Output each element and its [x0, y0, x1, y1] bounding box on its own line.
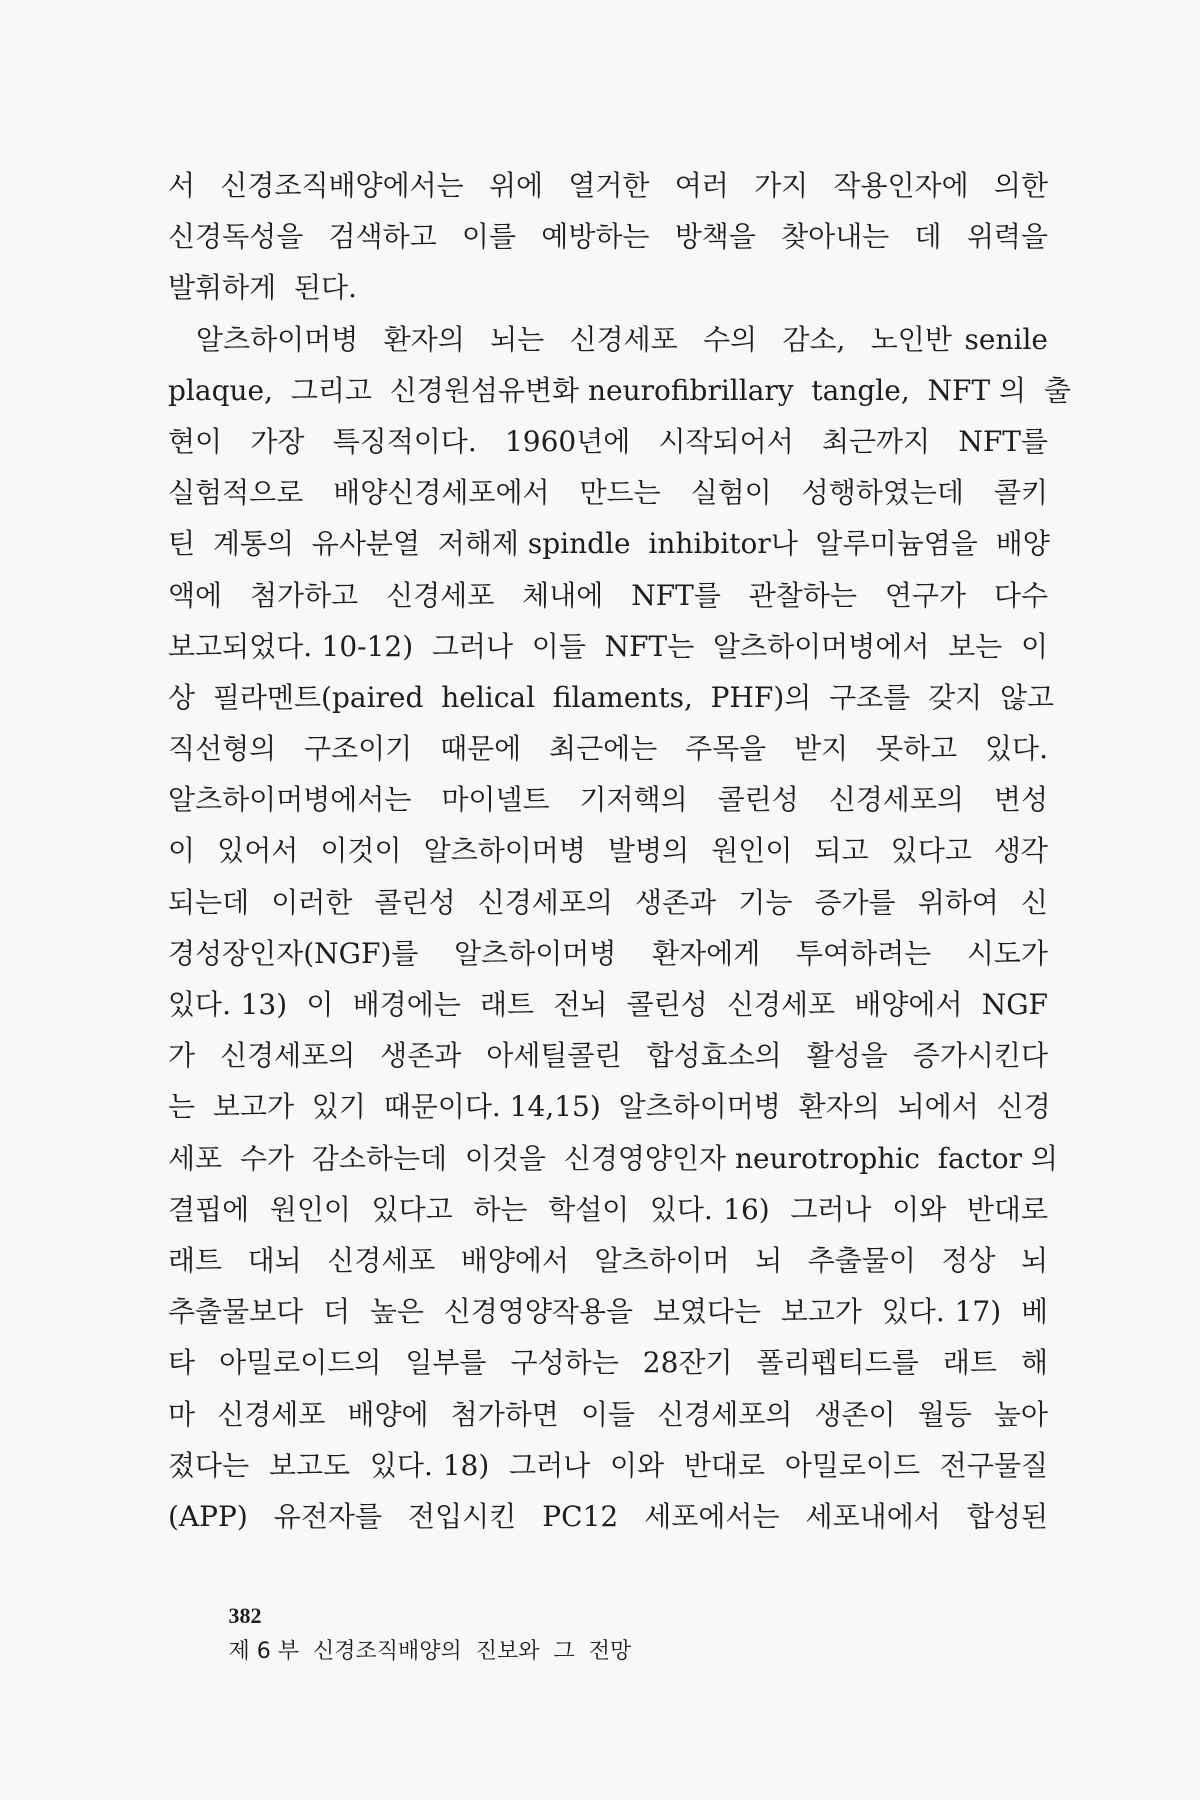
text-line: 틴 계통의 유사분열 저해제 spindle inhibitor나 알루미늄염을 배양 — [168, 527, 1050, 561]
text-line: 추출물보다 더 높은 신경영양작용을 보였다는 보고가 있다. 17) 베 — [168, 1295, 1048, 1329]
text-line: 타 아밀로이드의 일부를 구성하는 28잔기 폴리펩티드를 래트 해 — [168, 1346, 1048, 1380]
text-line: 는 보고가 있기 때문이다. 14,15) 알츠하이머병 환자의 뇌에서 신경 — [168, 1090, 1051, 1124]
text-line: 경성장인자(NGF)를 알츠하이머병 환자에게 투여하려는 시도가 — [168, 936, 1048, 970]
text-line: 실험적으로 배양신경세포에서 만드는 실험이 성행하였는데 콜키 — [168, 476, 1048, 510]
text-line: 액에 첨가하고 신경세포 체내에 NFT를 관찰하는 연구가 다수 — [168, 578, 1048, 612]
text-line: plaque, 그리고 신경원섬유변화 neurofibrillary tangle, NFT 의 출 — [168, 373, 1071, 407]
text-line: 마 신경세포 배양에 첨가하면 이들 신경세포의 생존이 월등 높아 — [168, 1397, 1048, 1431]
text-line: (APP) 유전자를 전입시킨 PC12 세포에서는 세포내에서 합성된 — [168, 1499, 1048, 1533]
text-line: 이 있어서 이것이 알츠하이머병 발병의 원인이 되고 있다고 생각 — [168, 834, 1048, 868]
text-line: 되는데 이러한 콜린성 신경세포의 생존과 기능 증가를 위하여 신 — [168, 885, 1048, 919]
page-number: 382 — [228, 1603, 262, 1628]
text-line: 발휘하게 된다. — [168, 271, 357, 305]
text-line: 현이 가장 특징적이다. 1960년에 시작되어서 최근까지 NFT를 — [168, 424, 1048, 458]
text-line: 보고되었다. 10-12) 그러나 이들 NFT는 알츠하이머병에서 보는 이 — [168, 629, 1048, 663]
text-line: 직선형의 구조이기 때문에 최근에는 주목을 받지 못하고 있다. — [168, 732, 1048, 766]
text-line: 가 신경세포의 생존과 아세틸콜린 합성효소의 활성을 증가시킨다 — [168, 1039, 1048, 1073]
text-line: 래트 대뇌 신경세포 배양에서 알츠하이머 뇌 추출물이 정상 뇌 — [168, 1243, 1048, 1277]
text-line: 졌다는 보고도 있다. 18) 그러나 이와 반대로 아밀로이드 전구물질 — [168, 1448, 1048, 1482]
text-line: 있다. 13) 이 배경에는 래트 전뇌 콜린성 신경세포 배양에서 NGF — [168, 988, 1048, 1021]
text-line: 상 필라멘트(paired helical filaments, PHF)의 구조를 갖지 않고 — [168, 680, 1055, 714]
running-title: 제 6 부 신경조직배양의 진보와 그 전망 — [228, 1639, 632, 1664]
text-line: 신경독성을 검색하고 이를 예방하는 방책을 찾아내는 데 위력을 — [168, 220, 1048, 254]
text-line: 결핍에 원인이 있다고 하는 학설이 있다. 16) 그러나 이와 반대로 — [168, 1192, 1048, 1226]
text-line: 서 신경조직배양에서는 위에 열거한 여러 가지 작용인자에 의한 — [168, 169, 1048, 202]
text-line: 알츠하이머병 환자의 뇌는 신경세포 수의 감소, 노인반 senile — [196, 322, 1048, 356]
text-line: 세포 수가 감소하는데 이것을 신경영양인자 neurotrophic factor 의 — [168, 1141, 1058, 1175]
text-line: 알츠하이머병에서는 마이넬트 기저핵의 콜린성 신경세포의 변성 — [168, 783, 1048, 817]
page-footer — [198, 1564, 631, 1703]
body-text — [168, 160, 1071, 1542]
